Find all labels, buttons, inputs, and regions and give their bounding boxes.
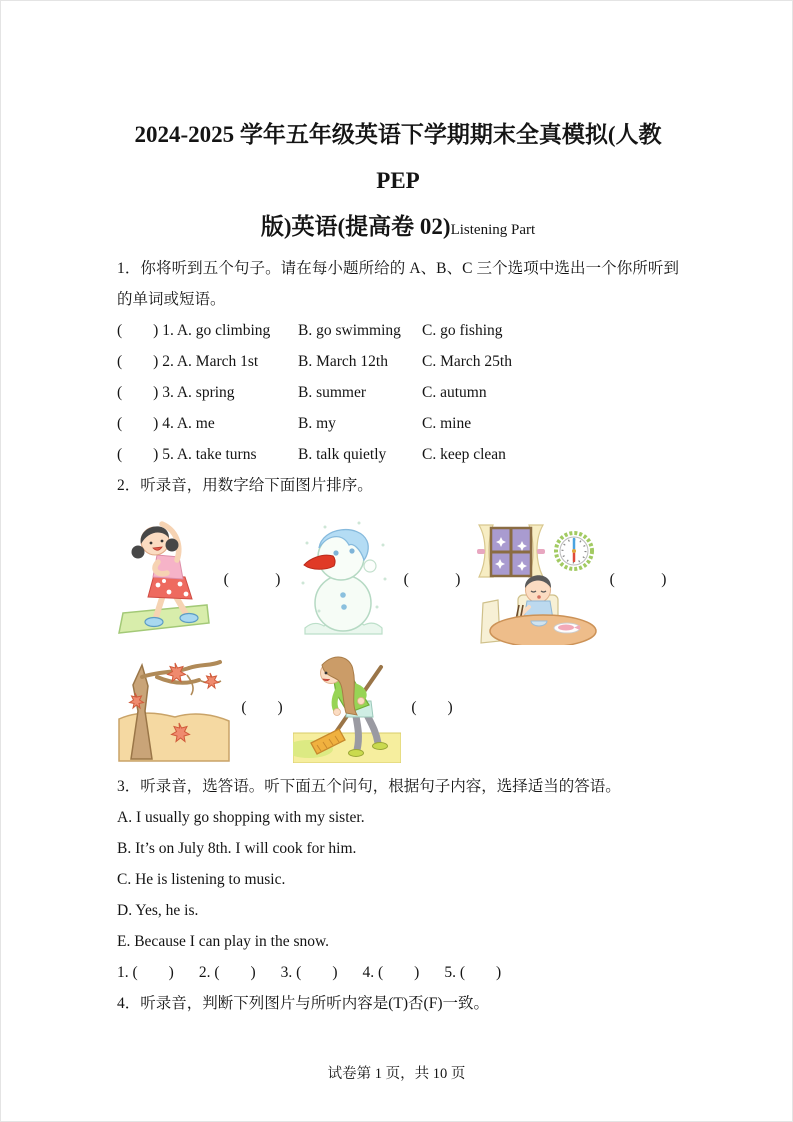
q1-item-4 [117, 408, 679, 439]
snowman-illustration [293, 515, 393, 645]
listening-part-label: Listening Part [450, 222, 536, 238]
girl-exercising-illustration [117, 515, 211, 645]
q3-section [117, 771, 679, 988]
q3-answer-2 [199, 957, 256, 988]
q1-item-5 [117, 439, 679, 470]
answer-blank: ( ) [223, 571, 281, 588]
item-number: 2. [162, 353, 174, 370]
option-c: C. autumn [422, 384, 487, 401]
item-number: 3. [280, 964, 293, 981]
title-line-2 [117, 204, 679, 253]
option-c: C. go fishing [422, 322, 503, 339]
boy-eating-dinner-illustration [471, 515, 599, 645]
answer-blank: ( ) [377, 964, 420, 981]
q3-option-b: B. It’s on July 8th. I will cook for him. [117, 840, 357, 857]
option-a: A. spring [176, 384, 235, 401]
option-c: C. mine [422, 415, 472, 432]
page-title [117, 112, 679, 253]
answer-blank: ( ) [609, 571, 667, 588]
item-number: 5. [162, 446, 174, 463]
q4-prompt: 4．听录音，判断下列图片与所听内容是(T)否(F)一致。 [117, 995, 489, 1012]
q1-item-5-left [117, 439, 298, 470]
option-b: B. talk quietly [298, 446, 387, 463]
item-number: 1. [162, 322, 174, 339]
option-c: C. March 25th [422, 353, 512, 370]
q3-prompt: 3．听录音，选答语。听下面五个问句，根据句子内容，选择适当的答语。 [117, 778, 621, 795]
q3-option-e: E. Because I can play in the snow. [117, 933, 330, 950]
q3-option-c: C. He is listening to music. [117, 871, 286, 888]
answer-blank: ( ) [241, 699, 283, 716]
title-line-1: 2024-2025 学年五年级英语下学期期末全真模拟(人教 PEP [134, 122, 662, 193]
option-b: B. my [298, 415, 336, 432]
title-line-2-text: 版)英语(提高卷 02) [260, 214, 451, 239]
q1-item-1-left [117, 315, 298, 346]
q1-item-3-left [117, 377, 298, 408]
option-b: B. summer [298, 384, 367, 401]
girl-sweeping-illustration [293, 653, 401, 763]
q1-item-1 [117, 315, 679, 346]
answer-blank: ( ) [117, 353, 159, 370]
item-number: 1. [117, 964, 129, 981]
answer-blank: ( ) [132, 964, 174, 981]
option-a: A. take turns [176, 446, 257, 463]
option-b: B. March 12th [298, 353, 388, 370]
answer-blank: ( ) [403, 571, 461, 588]
answer-blank: ( ) [117, 446, 159, 463]
q1-item-4-left [117, 408, 298, 439]
answer-blank: ( ) [117, 322, 159, 339]
q3-answer-line [117, 957, 679, 988]
page-footer: 试卷第 1 页，共 10 页 [327, 1066, 466, 1082]
item-number: 4. [162, 415, 174, 432]
item-number: 3. [162, 384, 174, 401]
answer-blank: ( ) [411, 699, 453, 716]
answer-blank: ( ) [214, 964, 256, 981]
option-c: C. keep clean [422, 446, 506, 463]
q3-option-d: D. Yes, he is. [117, 902, 199, 919]
item-number: 2. [198, 964, 211, 981]
page-content [117, 112, 679, 1019]
q1-item-2 [117, 346, 679, 377]
item-number: 5. [444, 964, 456, 981]
q2-image-row-1 [117, 515, 679, 645]
q2-image-row-2 [117, 653, 679, 763]
option-a: A. go climbing [176, 322, 271, 339]
q3-answer-5 [444, 957, 501, 988]
answer-blank: ( ) [117, 415, 159, 432]
answer-blank: ( ) [117, 384, 159, 401]
answer-blank: ( ) [296, 964, 338, 981]
autumn-tree-illustration [117, 653, 231, 763]
option-b: B. go swimming [298, 322, 401, 339]
answer-blank: ( ) [459, 964, 502, 981]
option-a: A. March 1st [176, 353, 259, 370]
q2-prompt: 2．听录音，用数字给下面图片排序。 [117, 477, 373, 494]
q3-answer-1 [117, 957, 174, 988]
q3-answer-4 [362, 957, 419, 988]
q3-answer-3 [281, 957, 338, 988]
item-number: 4. [362, 964, 375, 981]
q1-item-3 [117, 377, 679, 408]
q1-prompt: 1．你将听到五个句子。请在每小题所给的 A、B、C 三个选项中选出一个你所听到的单词或短语。 [117, 260, 679, 308]
option-a: A. me [176, 415, 215, 432]
q3-option-a: A. I usually go shopping with my sister. [117, 809, 365, 826]
q1-item-2-left [117, 346, 298, 377]
